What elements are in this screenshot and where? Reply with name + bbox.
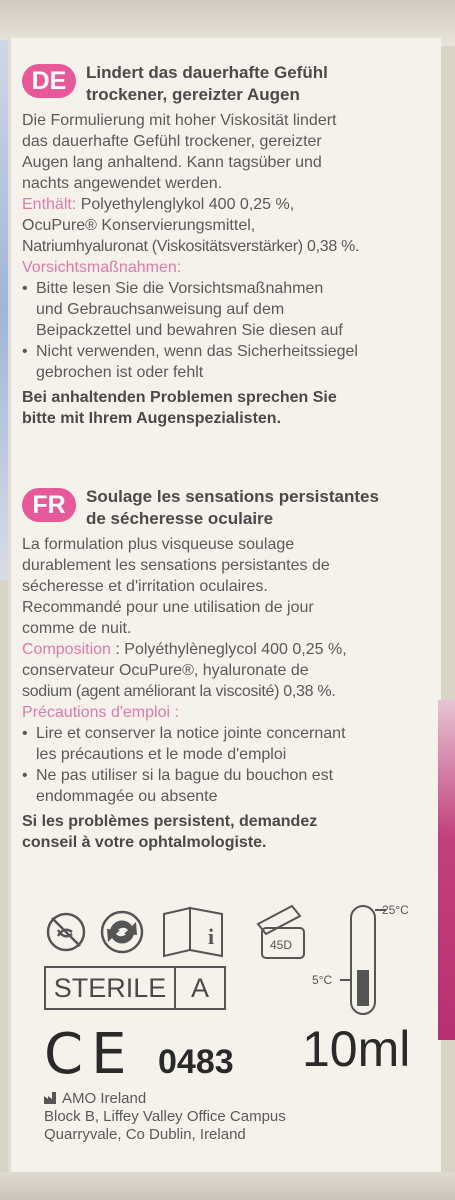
french-closing: conseil à votre ophtalmologiste.: [22, 834, 267, 851]
german-precautions-list: [22, 278, 437, 383]
temperature-limit-icon: [340, 906, 386, 1014]
volume: 10ml: [302, 1021, 411, 1077]
manufacturer-address: Quarryvale, Co Dublin, Ireland: [44, 1126, 246, 1143]
french-body-line: Recommandé pour une utilisation de jour: [22, 599, 314, 616]
german-heading-row: [22, 62, 437, 110]
box-left-edge: [0, 40, 8, 580]
no-resterilize-icon: [102, 912, 142, 952]
french-heading: Soulage les sensations persistantes de sécheresse oculaire: [86, 487, 379, 528]
pao-label: 45D: [270, 938, 293, 952]
section-french: [22, 486, 437, 853]
list-item: • Nicht verwenden, wenn das Sicherheitssiegel gebrochen ist oder fehlt: [22, 341, 437, 383]
svg-text:i: i: [208, 924, 215, 949]
german-body-line: Augen lang anhaltend. Kann tagsüber und: [22, 154, 322, 171]
manufacturer-address: Block B, Liffey Valley Office Campus: [44, 1108, 286, 1125]
french-composition: Composition : Polyéthylèneglycol 400 0,25 %,: [22, 641, 347, 658]
german-precautions-label: Vorsichtsmaßnahmen:: [22, 259, 182, 276]
notified-body-number: 0483: [158, 1043, 234, 1081]
language-badge-fr: FR: [22, 488, 76, 522]
ce-mark: CE: [44, 1022, 135, 1087]
french-body-line: comme de nuit.: [22, 620, 132, 637]
german-closing: bitte mit Ihrem Augenspezialisten.: [22, 410, 282, 427]
consult-instructions-icon: [164, 908, 222, 956]
box-bottom-edge: [0, 1172, 455, 1200]
german-closing: Bei anhaltenden Problemen sprechen Sie: [22, 389, 337, 406]
manufacturer-name: AMO Ireland: [62, 1090, 147, 1107]
french-precautions-list: [22, 723, 437, 807]
list-item: • Bitte lesen Sie die Vorsichtsmaßnahmen und Gebrauchsanweisung auf dem Beipackzettel und bewahren Sie diesen auf: [22, 278, 437, 341]
french-precautions-label: Précautions d'emploi :: [22, 704, 179, 721]
do-not-reuse-icon: [48, 914, 84, 950]
french-body-line: sécheresse et d'irritation oculaires.: [22, 578, 268, 595]
french-composition-line: sodium (agent améliorant la viscosité) 0,38 %.: [22, 683, 336, 700]
language-badge-de: DE: [22, 64, 76, 98]
manufacturer-icon: [44, 1092, 58, 1104]
list-item: • Ne pas utiliser si la bague du bouchon est endommagée ou absente: [22, 765, 437, 807]
french-composition-line: conservateur OcuPure®, hyaluronate de: [22, 662, 309, 679]
german-contains-line: OcuPure® Konservierungsmittel,: [22, 217, 256, 234]
section-german: [22, 62, 437, 429]
french-body-line: durablement les sensations persistantes de: [22, 557, 330, 574]
sterile-label: [44, 966, 226, 1010]
german-contains-line: Natriumhyaluronat (Viskositätsverstärker) 0,38 %.: [22, 238, 360, 255]
german-body-line: Die Formulierung mit hoher Viskosität lindert: [22, 112, 337, 129]
temp-high-label: 25°C: [382, 903, 409, 917]
french-closing: Si les problèmes persistent, demandez: [22, 813, 318, 830]
list-item: • Lire et conserver la notice jointe concernant les précautions et le mode d'emploi: [22, 723, 437, 765]
german-heading: Lindert das dauerhafte Gefühl trockener, gereizter Augen: [86, 63, 328, 104]
german-contains: Enthält: Polyethylenglykol 400 0,25 %,: [22, 196, 295, 213]
german-body-line: nachts angewendet werden.: [22, 175, 223, 192]
sterile-text: STERILE: [46, 968, 176, 1008]
sterile-method: A: [190, 973, 209, 1003]
manufacturer-info: [44, 1090, 286, 1144]
french-body-line: La formulation plus visqueuse soulage: [22, 536, 295, 553]
box-right-edge: [438, 700, 455, 1040]
temp-low-label: 5°C: [312, 973, 333, 987]
german-body-line: das dauerhafte Gefühl trockener, gereizter: [22, 133, 322, 150]
french-heading-row: [22, 486, 437, 534]
